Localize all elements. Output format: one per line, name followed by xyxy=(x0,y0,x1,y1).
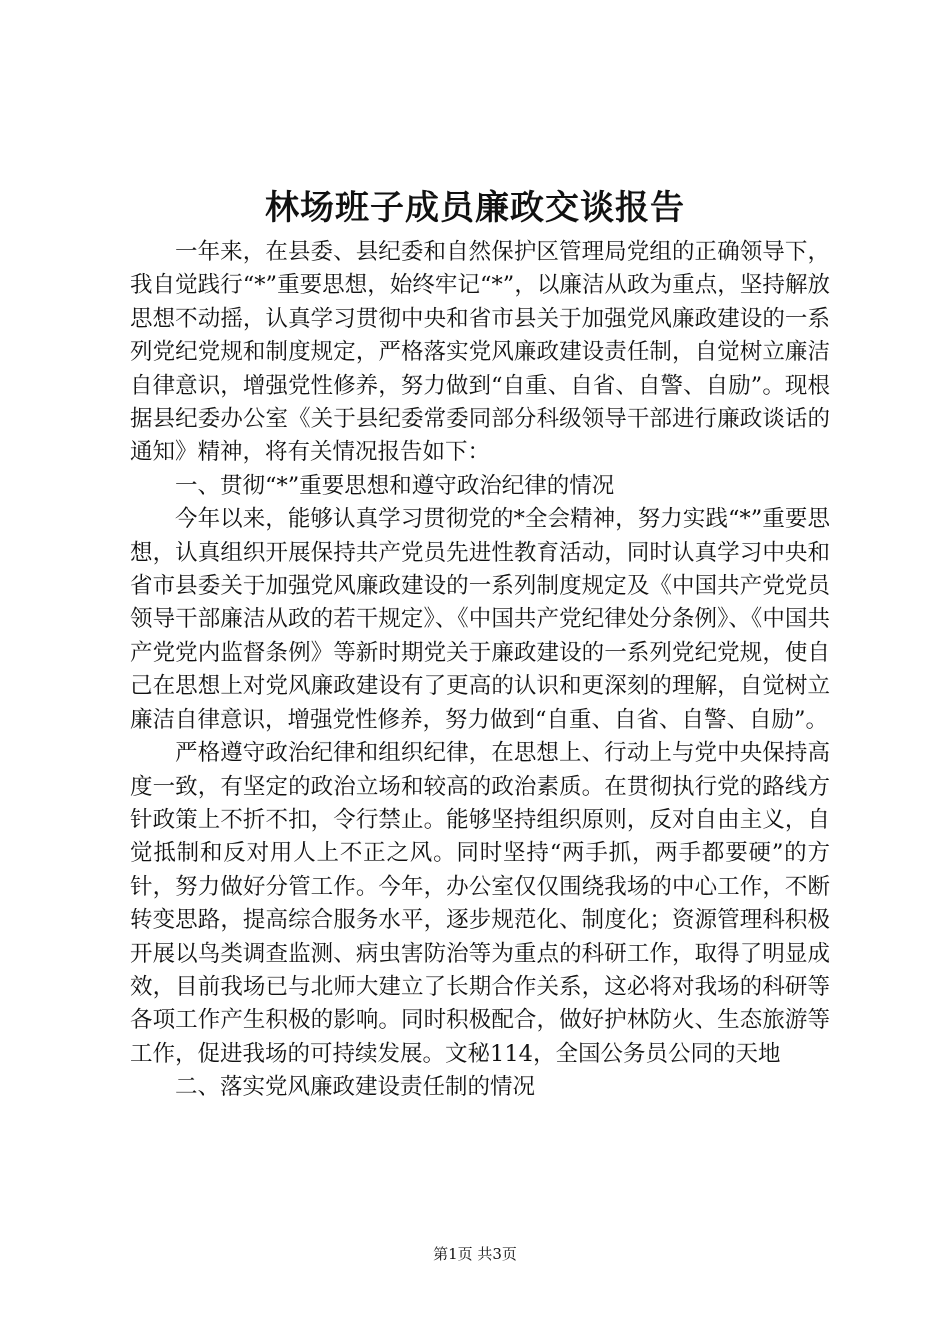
section-heading-1: 一、贯彻“*”重要思想和遵守政治纪律的情况 xyxy=(175,472,615,499)
section-heading-2: 二、落实党风廉政建设责任制的情况 xyxy=(175,1074,536,1101)
page-number-footer: 第1页 共3页 xyxy=(433,1245,517,1263)
document-title: 林场班子成员廉政交谈报告 xyxy=(265,188,685,228)
paragraph-discipline: 严格遵守政治纪律和组织纪律，在思想上、行动上与党中央保持高度一致，有坚定的政治立场和较高的政治素质。在贯彻执行党的路线方针政策上不折不扣，令行禁止。能够坚持组织原则，反对自由主义，自觉抵制和反对用人上不正之风。同时坚持“两手抓，两手都要硬”的方针，努力做好分管工作。今年，办公室仅仅围绕我场的中心工作，不断转变思路，提高综合服务水平，逐步规范化、制度化；资源管理科积极开展以鸟类调查监测、病虫害防治等为重点的科研工作，取得了明显成效，目前我场已与北师大建立了长期合作关系，这必将对我场的科研等各项工作产生积极的影响。同时积极配合，做好护林防火、生态旅游等工作，促进我场的可持续发展。文秘114，全国公务员公同的天地 xyxy=(130,740,830,1067)
document-body xyxy=(130,236,830,1105)
paragraph-study: 今年以来，能够认真学习贯彻党的*全会精神，努力实践“*”重要思想，认真组织开展保持共产党员先进性教育活动，同时认真学习中央和省市县委关于加强党风廉政建设的一系列制度规定及《中国共产党党员领导干部廉洁从政的若干规定》、《中国共产党纪律处分条例》、《中国共产党党内监督条例》等新时期党关于廉政建设的一系列党纪党规，使自己在思想上对党风廉政建设有了更高的认识和更深刻的理解，自觉树立廉洁自律意识，增强党性修养，努力做到“自重、自省、自警、自励”。 xyxy=(130,506,830,733)
paragraph-intro: 一年来，在县委、县纪委和自然保护区管理局党组的正确领导下，我自觉践行“*”重要思想，始终牢记“*”，以廉洁从政为重点，坚持解放思想不动摇，认真学习贯彻中央和省市县关于加强党风廉政建设的一系列党纪党规和制度规定，严格落实党风廉政建设责任制，自觉树立廉洁自律意识，增强党性修养，努力做到“自重、自省、自警、自励”。现根据县纪委办公室《关于县纪委常委同部分科级领导干部进行廉政谈话的通知》精神，将有关情况报告如下： xyxy=(130,239,830,466)
